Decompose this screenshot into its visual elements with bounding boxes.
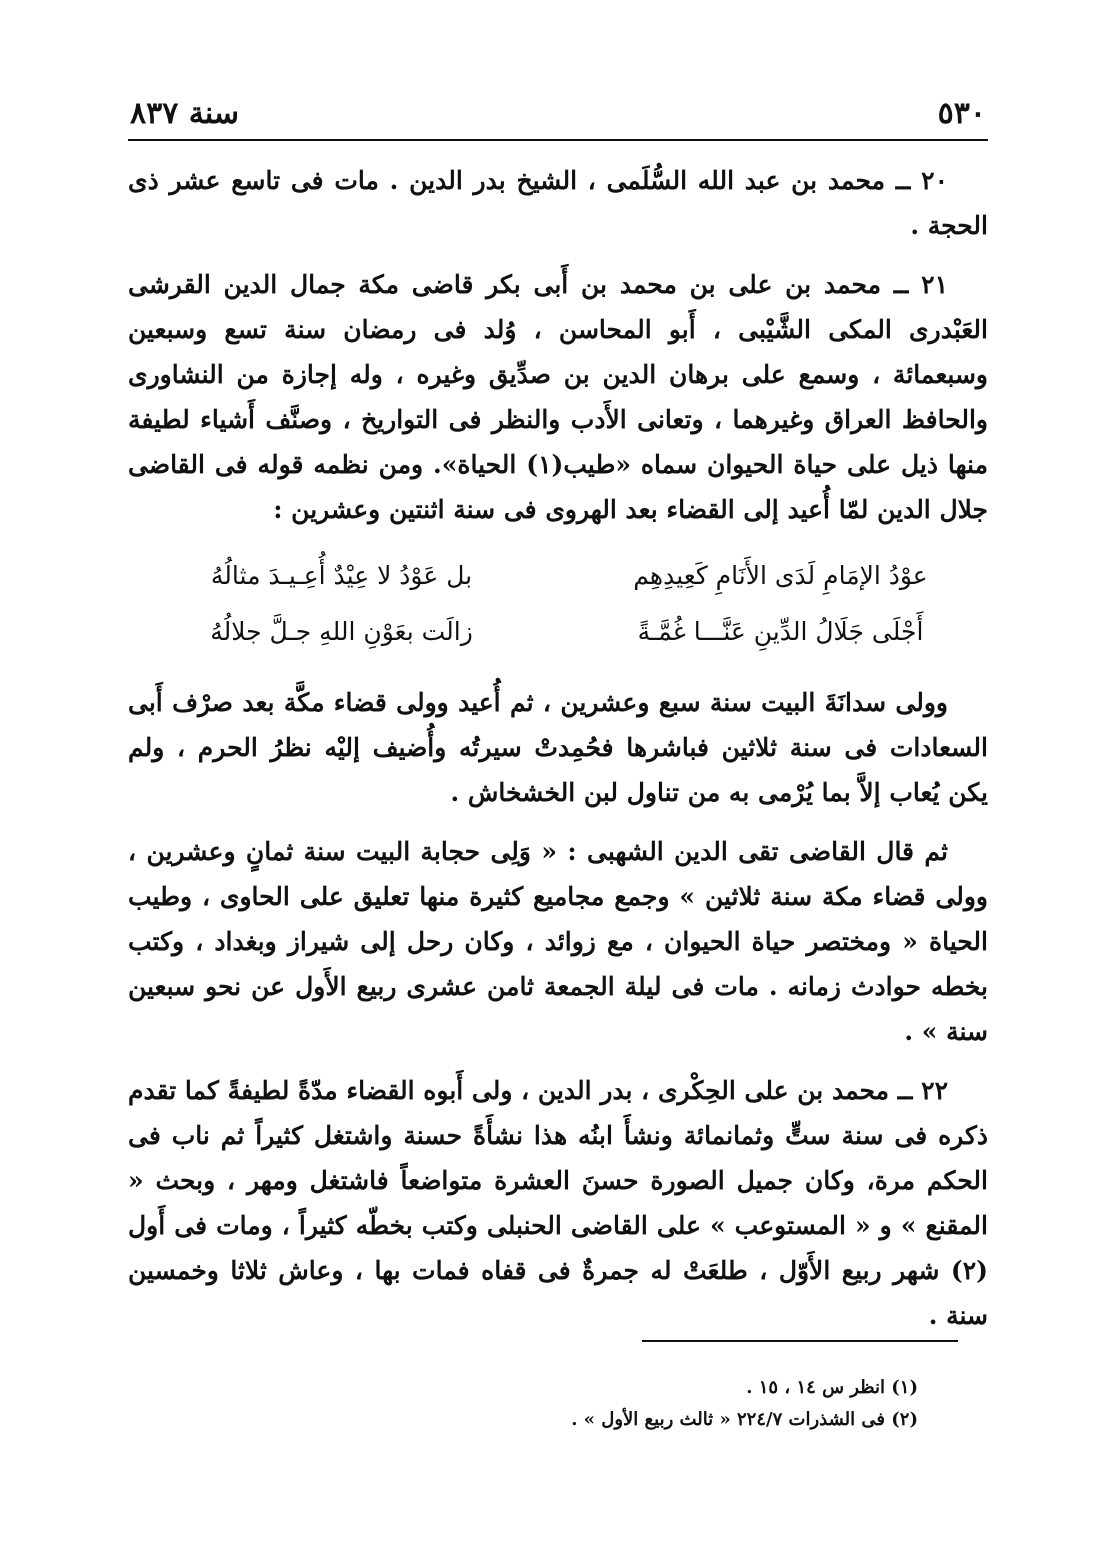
- page-number: ٥٣٠: [937, 96, 986, 131]
- paragraph-separator: [128, 815, 988, 829]
- poem-block: [128, 548, 988, 660]
- footnote-rule: [642, 1340, 958, 1342]
- footnote-1: (١) انظر س ١٤ ، ١٥ .: [746, 1377, 918, 1398]
- entry-21-paragraph-2: وولى سدانَةَ البيت سنة سبع وعشرين ، ثم أُعيد وولى قضاء مكَّة بعد صرْف أَبى السعادات فى سنة ثلاثين فباشرها فحُمِدتْ سيرتُه وأُضيف إليْه نظرُ الحرم ، ولم يكن يُعاب إلاَّ بما يُرْمى به من تناول لبن الخشخاش .: [128, 688, 988, 807]
- header-rule: [128, 139, 988, 141]
- footnotes: [500, 1372, 918, 1436]
- running-title-year: سنة ٨٣٧: [130, 96, 240, 131]
- poem-line-2-second-hemistich: زالَت بعَوْنِ اللهِ جـلَّ جلالُهُ: [210, 617, 473, 646]
- entry-21-paragraph-1: ٢١ ــ محمد بن على بن محمد بن أَبى بكر قاضى مكة جمال الدين القرشى العَبْدرى المكى الشَّيْبى ، أَبو المحاسن ، وُلد فى رمضان سنة تسع وسبعين وسبعمائة ، وسمع على برهان الدين بن صدِّيق وغيره ، وله إجازة من النشاورى والحافظ العراق وغيرهما ، وتعانى الأَدب والنظر فى التواريخ ، وصنَّف أَشياء لطيفة منها ذيل على حياة الحيوان سماه «طيب(١) الحياة». ومن نظمه قوله فى القاضى جلال الدين لمّا أُعيد إلى القضاء بعد الهروى فى سنة اثنتين وعشرين :: [128, 270, 988, 524]
- poem-line-1: [128, 548, 988, 604]
- poem-line-2: [128, 604, 988, 660]
- poem-line-2-first-hemistich: أَجْلَى جَلَالُ الدِّينِ عَنَّـــا غُمَّـةً: [637, 617, 924, 646]
- entry-separator: [128, 248, 988, 262]
- entry-22: ٢٢ ــ محمد بن على الحِكْرى ، بدر الدين ، ولى أَبوه القضاء مدّةً لطيفةً كما تقدم ذكره فى سنة ستٍّ وثمانمائة ونشأَ ابنُه هذا نشأَةً حسنة واشتغل كثيراً ثم ناب فى الحكم مرة، وكان جميل الصورة حسنَ العشرة متواضعاً فاشتغل ومهر ، وبحث « المقنع » و « المستوعب » على القاضى الحنبلى وكتب بخطّه كثيراً ، ومات فى أَول (٢) شهر ربيع الأَوّل ، طلعَتْ له جمرةٌ فى قفاه فمات بها ، وعاش ثلاثا وخمسين سنة .: [128, 1076, 988, 1330]
- poem-line-1-first-hemistich: عوْدُ الإمَامِ لَدَى الأَنَامِ كَعِيدِهِم: [633, 561, 928, 590]
- page-header: [130, 96, 986, 136]
- entry-separator: [128, 1054, 988, 1068]
- footnote-2: (٢) فى الشذرات ٢٢٤/٧ « ثالث ربيع الأول » .: [571, 1409, 918, 1430]
- entry-20: ٢٠ ــ محمد بن عبد الله السُّلَمى ، الشيخ بدر الدين . مات فى تاسع عشر ذى الحجة .: [128, 166, 988, 240]
- page-body: [128, 158, 988, 1338]
- entry-21-paragraph-3: ثم قال القاضى تقى الدين الشهبى : « وَلِى حجابة البيت سنة ثمانٍ وعشرين ، وولى قضاء مكة سنة ثلاثين » وجمع مجاميع كثيرة منها تعليق على الحاوى ، وطيب الحياة « ومختصر حياة الحيوان ، مع زوائد ، وكان رحل إلى شيراز وبغداد ، وكتب بخطه حوادث زمانه . مات فى ليلة الجمعة ثامن عشرى ربيع الأَول عن نحو سبعين سنة » .: [128, 837, 988, 1046]
- poem-line-1-second-hemistich: بل عَوْدُ لا عِيْدٌ أُعِـيـدَ مثالُهُ: [210, 561, 473, 590]
